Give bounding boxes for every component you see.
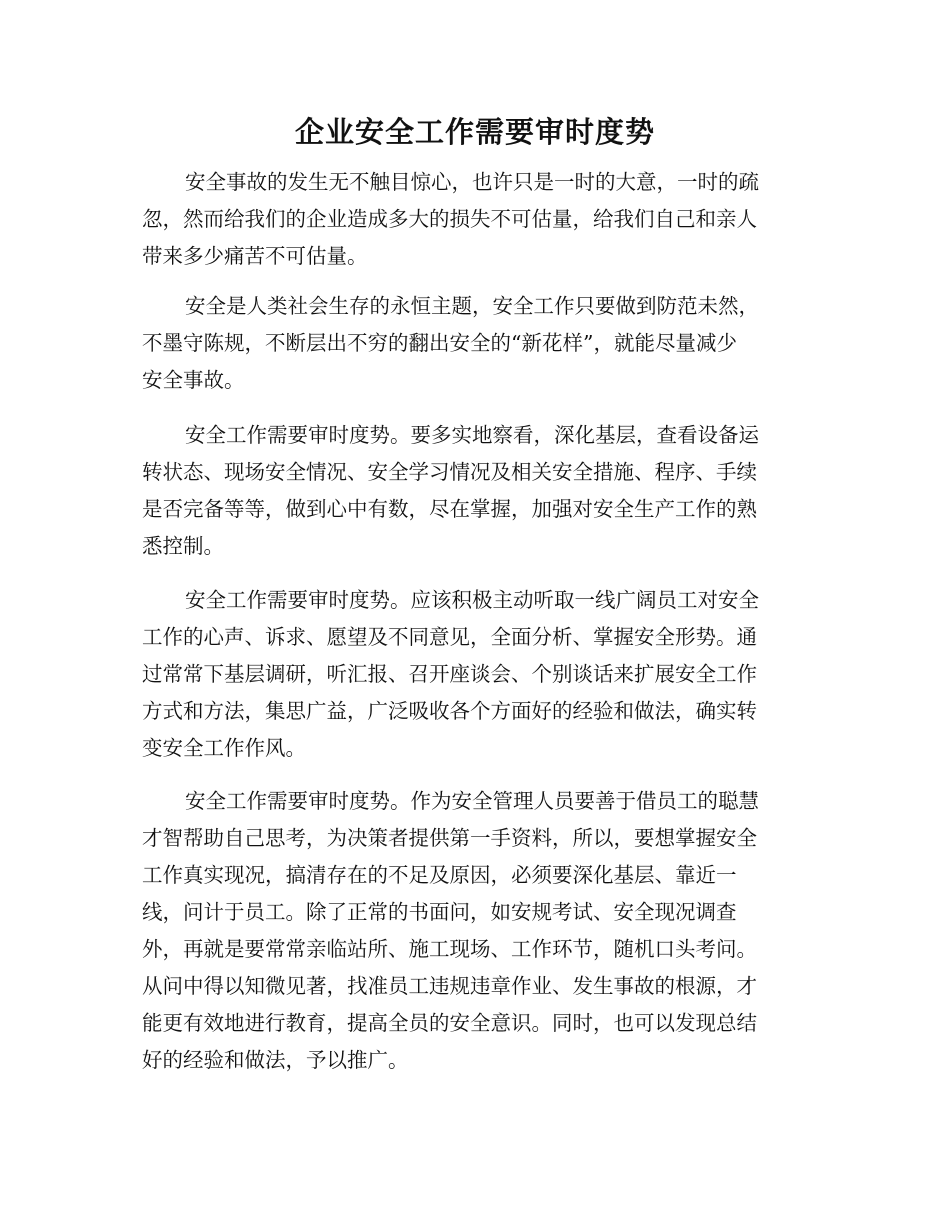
paragraph-line: 过常常下基层调研，听汇报、召开座谈会、个别谈话来扩展安全工作 — [142, 662, 757, 686]
paragraph-line: 带来多少痛苦不可估量。 — [142, 244, 368, 268]
paragraph-line: 外，再就是要常常亲临站所、施工现场、工作环节，随机口头考问。 — [142, 937, 757, 961]
paragraph-line: 安全事故的发生无不触目惊心，也许只是一时的大意，一时的疏 — [185, 170, 759, 194]
paragraph-line: 安全工作需要审时度势。应该积极主动听取一线广阔员工对安全 — [185, 588, 759, 612]
paragraph-line: 从问中得以知微见著，找准员工违规违章作业、发生事故的根源，才 — [142, 974, 757, 998]
paragraph-line: 忽，然而给我们的企业造成多大的损失不可估量，给我们自己和亲人 — [142, 207, 757, 231]
paragraph-line: 安全是人类社会生存的永恒主题，安全工作只要做到防范未然， — [185, 294, 759, 318]
paragraph-line: 是否完备等等，做到心中有数，尽在掌握，加强对安全生产工作的熟 — [142, 497, 757, 521]
paragraph-4 — [142, 582, 802, 767]
paragraph-line: 安全工作需要审时度势。作为安全管理人员要善于借员工的聪慧 — [185, 789, 759, 813]
paragraph-line: 工作的心声、诉求、愿望及不同意见，全面分析、掌握安全形势。通 — [142, 625, 757, 649]
paragraph-line: 转状态、现场安全情况、安全学习情况及相关安全措施、程序、手续 — [142, 460, 757, 484]
paragraph-line: 方式和方法，集思广益，广泛吸收各个方面好的经验和做法，确实转 — [142, 699, 757, 723]
paragraph-line: 悉控制。 — [142, 534, 224, 558]
paragraph-line: 能更有效地进行教育，提高全员的安全意识。同时，也可以发现总结 — [142, 1011, 757, 1035]
paragraph-line: 线，问计于员工。除了正常的书面问，如安规考试、安全现况调查 — [142, 900, 737, 924]
paragraph-2 — [142, 288, 802, 399]
paragraph-line: 好的经验和做法，予以推广。 — [142, 1048, 409, 1072]
document-title: 企业安全工作需要审时度势 — [294, 115, 655, 149]
paragraph-line: 安全事故。 — [142, 368, 245, 392]
paragraph-line: 变安全工作作风。 — [142, 736, 306, 760]
paragraph-line: 安全工作需要审时度势。要多实地察看，深化基层，查看设备运 — [185, 423, 759, 447]
paragraph-5 — [142, 783, 802, 1079]
paragraph-3 — [142, 417, 802, 565]
paragraph-line: 不墨守陈规，不断层出不穷的翻出安全的“新花样”，就能尽量减少 — [142, 331, 737, 355]
paragraph-line: 工作真实现况，搞清存在的不足及原因，必须要深化基层、靠近一 — [142, 863, 737, 887]
paragraph-line: 才智帮助自己思考，为决策者提供第一手资料，所以，要想掌握安全 — [142, 826, 757, 850]
paragraph-1 — [142, 164, 802, 275]
